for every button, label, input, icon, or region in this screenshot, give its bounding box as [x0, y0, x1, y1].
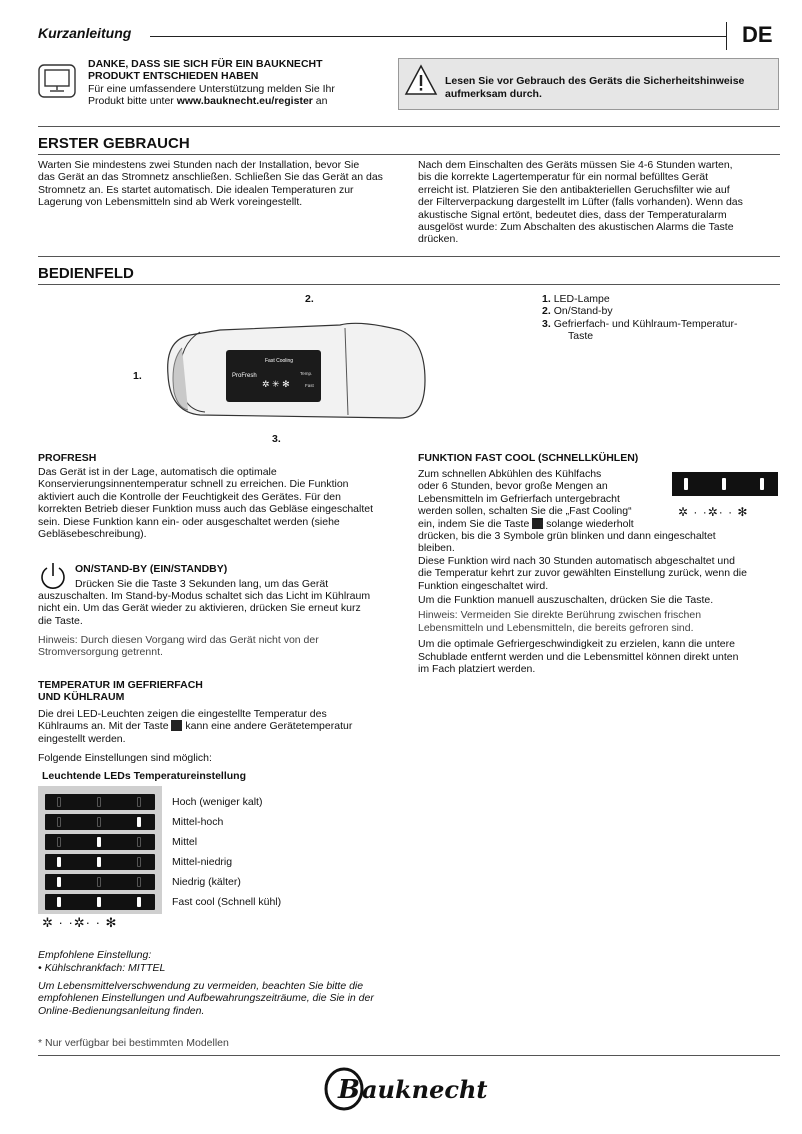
led-row [45, 814, 155, 830]
first-use-title: ERSTER GEBRAUCH [38, 135, 190, 152]
led-row [45, 894, 155, 910]
fastcool-snowflake-icon: ✲ · ·✲· · ✻ [678, 505, 749, 519]
warning-text: Lesen Sie vor Gebrauch des Geräts die Sicherheitshinweise aufmerksam durch. [445, 75, 745, 100]
led-indicator [57, 817, 61, 827]
led-indicator [137, 877, 141, 887]
snowflake-icon: ✲ ✳ ✻ [262, 379, 290, 389]
standby-text: Drücken Sie die Taste 3 Sekunden lang, um das Gerät [75, 578, 329, 590]
svg-text:B: B [338, 1075, 360, 1105]
section-rule [38, 154, 780, 155]
fastcool-title: FUNKTION FAST COOL (SCHNELLKÜHLEN) [418, 452, 639, 464]
standby-title: ON/STAND-BY (EIN/STANDBY) [75, 563, 228, 575]
panel-title: BEDIENFELD [38, 265, 134, 282]
led-row [45, 794, 155, 810]
callout-2: 2. [305, 293, 314, 305]
warning-triangle-icon [404, 64, 438, 99]
led-indicator [57, 897, 61, 907]
setting-label: Mittel [172, 836, 198, 848]
led-indicator [97, 797, 101, 807]
settings-intro: Folgende Einstellungen sind möglich: [38, 752, 212, 764]
section-rule [38, 284, 780, 285]
section-rule [38, 256, 780, 257]
panel-legend: 1. LED-Lampe 2. On/Stand-by 3. Gefrierfach- und Kühlraum-Temperatur- Taste [542, 293, 738, 343]
led-indicator [137, 797, 141, 807]
fastcool-led-panel [672, 472, 778, 496]
led-indicator [57, 797, 61, 807]
led-indicator [57, 837, 61, 847]
setting-label: Mittel-niedrig [172, 856, 233, 868]
control-panel-illustration [160, 300, 430, 433]
led-indicator [137, 857, 141, 867]
fastcool-text: Zum schnellen Abkühlen des Kühlfachs oder 6 Stunden, bevor große Mengen an Lebensmitteln im Gefrierfach untergebracht werden sollen, schalten Sie die „Fast Cooling“ ein, indem Sie die Taste solange wiederholt drücken, bis die 3 Symbole grün blinken und dann eingeschaltet bleiben. Diese Funktion wird nach 30 Stunden automatisch abgeschaltet und die Temperatur kehrt zur zuvor gewählten Einstellung zurück, wenn die Funktion eingeschaltet wird. Um die Funktion manuell auszuschalten, drücken Sie die Taste. Hinweis: Vermeiden Sie direkte Berührung zwischen frischen Lebensmitteln und Lebensmitteln, die bereits gefroren sind. Um die optimale Gefriergeschwindigkeit zu erzielen, kann die untere Schublade entfernt werden und die Lebensmittel können direkt unten im Fach platziert werden. [418, 468, 747, 676]
footer-rule [38, 1055, 780, 1056]
temperature-title: TEMPERATUR IM GEFRIERFACH UND KÜHLRAUM [38, 679, 203, 703]
svg-text:auknecht: auknecht [362, 1075, 488, 1104]
led-row [45, 874, 155, 890]
temperature-text: Die drei LED-Leuchten zeigen die eingestellte Temperatur des Kühlraums an. Mit der Taste kann eine andere Gerätetemperatur eingestellt werden. [38, 708, 353, 745]
register-link[interactable]: www.bauknecht.eu/register [176, 95, 313, 108]
led-indicator [97, 897, 101, 907]
display-fast: Fast [305, 383, 314, 388]
doc-title: Kurzanleitung [38, 25, 132, 41]
language-code: DE [742, 22, 773, 47]
monitor-icon [38, 64, 76, 101]
section-rule [38, 126, 780, 127]
led-indicator [97, 817, 101, 827]
first-use-right: Nach dem Einschalten des Geräts müssen Sie 4-6 Stunden warten, bis die korrekte Lagertemperatur für ein normal befülltes Gerät erreicht ist. Platzieren Sie den antibakteriellen Geruchsfilter wie auf der Filterverpackung dargestellt im Lüfter (falls vorhanden). Wenn das akustische Signal ertönt, bedeutet dies, dass der Temperaturalarm ausgelöst wurde: Zum Abschalten des akustischen Alarms die Taste drücken. [418, 159, 743, 246]
led-indicator [137, 897, 141, 907]
callout-1: 1. [133, 370, 142, 382]
display-brand: ProFresh [232, 373, 257, 379]
first-use-left: Warten Sie mindestens zwei Stunden nach der Installation, bevor Sie das Gerät an das Stromnetz anschließen. Schließen Sie das Gerät an das Stromnetz an. Es startet automatisch. Die idealen Temperaturen zur Lagerung von Lebensmitteln sind ab Werk voreingestellt. [38, 159, 383, 209]
header-rule [150, 36, 726, 37]
profresh-title: PROFRESH [38, 452, 97, 464]
standby-note: Hinweis: Durch diesen Vorgang wird das Gerät nicht von der Stromversorgung getrennt. [38, 634, 319, 659]
led-indicator [137, 817, 141, 827]
led-indicator [97, 857, 101, 867]
led-row [45, 854, 155, 870]
led-indicator [57, 877, 61, 887]
bauknecht-logo [322, 1064, 502, 1114]
settings-table-head: Leuchtende LEDs Temperatureinstellung [42, 770, 247, 782]
temperature-button-icon [171, 720, 182, 731]
callout-3: 3. [272, 433, 281, 445]
fast-button-icon [532, 518, 543, 529]
snowflake-legend-icon: ✲ · ·✲· · ✻ [42, 915, 118, 930]
profresh-text: Das Gerät ist in der Lage, automatisch die optimale Konservierungsinnentemperatur schnell zu erreichen. Die Funktion aktiviert auch die Kontrolle der Feuchtigkeit des Gerätes. Für den korrekten Betrieb dieser Funktion muss auch das Gebläse eingeschaltet sein. Diese Funktion kann ein- oder ausgeschaltet werden (siehe Gebläsebeschreibung). [38, 466, 374, 541]
led-indicator [137, 837, 141, 847]
recommended-item: • Kühlschrankfach: MITTEL [38, 962, 166, 974]
waste-note: Um Lebensmittelverschwendung zu vermeiden, beachten Sie bitte die empfohlenen Einstellungen und Aufbewahrungszeiträume, die Sie in der Online-Bedienungsanleitung finden. [38, 980, 374, 1017]
led-indicator [57, 857, 61, 867]
thanks-text: DANKE, DASS SIE SICH FÜR EIN BAUKNECHT PRODUKT ENTSCHIEDEN HABEN Für eine umfassendere Unterstützung melden Sie Ihr Produkt bitte unter www.bauknecht.eu/register an [88, 58, 335, 108]
setting-label: Mittel-hoch [172, 816, 224, 828]
header-tick [726, 22, 727, 50]
led-indicator [97, 877, 101, 887]
standby-text-rest: auszuschalten. Im Stand-by-Modus schaltet sich das Licht im Kühlraum nicht ein. Um das Gerät wieder zu aktivieren, drücken Sie erneut kurz die Taste. [38, 590, 371, 627]
display-fast-cooling: Fast Cooling [265, 358, 294, 364]
recommended-title: Empfohlene Einstellung: [38, 949, 152, 961]
setting-label: Hoch (weniger kalt) [172, 796, 263, 808]
setting-label: Fast cool (Schnell kühl) [172, 896, 282, 908]
display-temp: Temp. [300, 371, 313, 376]
led-indicator [97, 837, 101, 847]
setting-label: Niedrig (kälter) [172, 876, 241, 888]
led-row [45, 834, 155, 850]
footnote: * Nur verfügbar bei bestimmten Modellen [38, 1037, 229, 1049]
